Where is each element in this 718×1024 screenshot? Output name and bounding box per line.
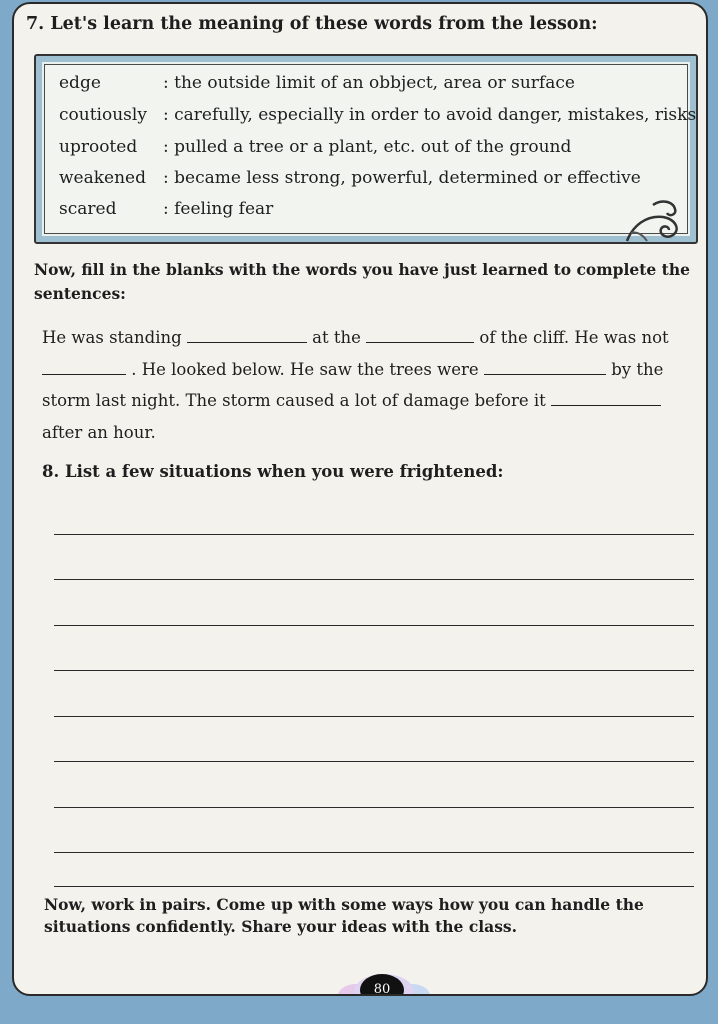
fill-blanks-paragraph: He was standing at the of the cliff. He was not . He looked below. He saw the trees were by the storm last night. The storm caused a lot of damage before it after an hour. [42, 328, 669, 442]
writing-line[interactable] [54, 716, 694, 717]
vocab-row [59, 168, 641, 188]
vocab-row [59, 199, 273, 219]
blank-5[interactable] [551, 391, 661, 406]
vocab-meaning: : the outside limit of an obbject, area or surface [163, 73, 575, 93]
blank-2[interactable] [366, 328, 474, 343]
section-7-heading: 7. Let's learn the meaning of these words from the lesson: [26, 14, 598, 34]
vocab-meaning: : pulled a tree or a plant, etc. out of the ground [163, 137, 572, 157]
vocab-word: coutiously [59, 105, 147, 125]
writing-line[interactable] [54, 807, 694, 808]
writing-line[interactable] [54, 852, 694, 853]
blank-4[interactable] [484, 360, 606, 375]
blank-1[interactable] [187, 328, 307, 343]
section-8-heading: 8. List a few situations when you were frightened: [42, 462, 504, 481]
workbook-page [12, 2, 708, 996]
writing-line[interactable] [54, 579, 694, 580]
vocab-word: edge [59, 73, 101, 93]
writing-line[interactable] [54, 625, 694, 626]
vocab-row [59, 73, 575, 93]
writing-line[interactable] [54, 534, 694, 535]
blank-3[interactable] [42, 360, 126, 375]
vocab-row [59, 137, 571, 157]
pair-work-instruction: Now, work in pairs. Come up with some ways how you can handle the situations confidently. Share your ideas with the class. [44, 895, 644, 936]
vocab-meaning: : carefully, especially in order to avoid danger, mistakes, risks [163, 105, 697, 125]
vocab-meaning: : feeling fear [163, 199, 274, 219]
writing-line[interactable] [54, 761, 694, 762]
fill-blanks-instruction: Now, fill in the blanks with the words you have just learned to complete the sentences: [34, 260, 690, 303]
writing-line[interactable] [54, 886, 694, 887]
decorative-swirl-icon [623, 195, 685, 245]
vocab-row [59, 105, 696, 125]
vocab-word: weakened [59, 168, 147, 188]
vocab-word: uprooted [59, 137, 138, 157]
vocab-word: scared [59, 199, 117, 219]
writing-line[interactable] [54, 670, 694, 671]
vocab-meaning: : became less strong, powerful, determined or effective [163, 168, 641, 188]
page-number: 80 [360, 974, 404, 996]
vocabulary-box [34, 54, 698, 244]
